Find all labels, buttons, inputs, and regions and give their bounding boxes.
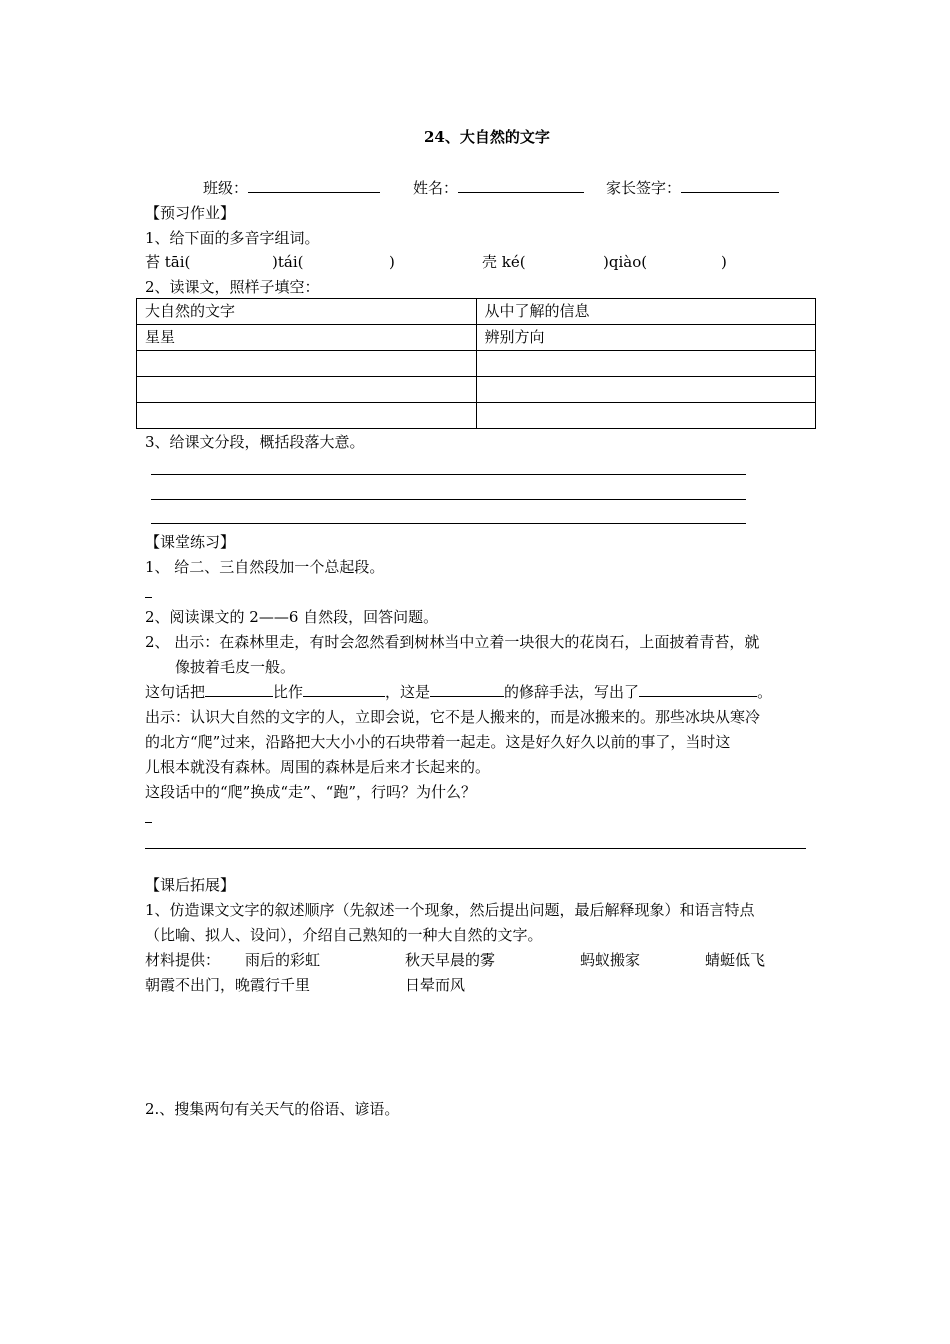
table-cell: 辨别方向 xyxy=(476,325,816,351)
passage-line: 儿根本就没有森林。周围的森林是后来才长起来的。 xyxy=(145,758,491,776)
extension-q2: 2.、搜集两句有关天气的俗语、谚语。 xyxy=(145,1100,400,1118)
answer-cursor[interactable] xyxy=(145,597,152,598)
fill-blank[interactable] xyxy=(430,682,504,697)
material-item: 蚂蚁搬家 xyxy=(580,951,641,969)
class-label: 班级： xyxy=(203,179,249,197)
table-cell: 星星 xyxy=(137,325,477,351)
fill-blank[interactable] xyxy=(205,682,273,697)
classwork-q3-line2: 像披着毛皮一般。 xyxy=(175,658,296,676)
table-row xyxy=(137,351,816,377)
fill-text: 。 xyxy=(757,683,773,701)
table-header-cell: 从中了解的信息 xyxy=(476,299,816,325)
classwork-question: 这段话中的“爬”换成“走”、“跑”，行吗？为什么？ xyxy=(145,783,477,801)
preview-q1: 1、给下面的多音字组词。 xyxy=(145,229,320,247)
parent-signature-field xyxy=(606,178,779,198)
name-blank[interactable] xyxy=(458,178,584,193)
classwork-q2: 2、阅读课文的 2——6 自然段，回答问题。 xyxy=(145,608,439,626)
qiao-close: ) xyxy=(721,253,727,271)
class-blank[interactable] xyxy=(248,178,380,193)
material-item: 秋天早晨的雾 xyxy=(405,951,496,969)
parent-signature-blank[interactable] xyxy=(681,178,779,193)
fill-sentence xyxy=(145,682,772,702)
preview-heading: 【预习作业】 xyxy=(145,204,236,222)
tai-close: ) xyxy=(389,253,395,271)
material-item: 雨后的彩虹 xyxy=(245,951,321,969)
fill-text: 这句话把 xyxy=(145,683,206,701)
classwork-heading: 【课堂练习】 xyxy=(145,533,236,551)
table-cell-blank[interactable] xyxy=(476,377,816,403)
table-cell-blank[interactable] xyxy=(137,351,477,377)
tai1-label: 苔 tāi( xyxy=(145,253,191,271)
qiao-label: )qiào( xyxy=(603,253,648,271)
preview-q2: 2、读课文，照样子填空： xyxy=(145,278,320,296)
classwork-q1: 1、 给二、三自然段加一个总起段。 xyxy=(145,558,385,576)
material-item: 日晕而风 xyxy=(405,976,466,994)
passage-line: 出示：认识大自然的文字的人，立即会说，它不是人搬来的，而是冰搬来的。那些冰块从寒冷 xyxy=(145,708,761,726)
fill-text: ，这是 xyxy=(385,683,431,701)
parent-signature-label: 家长签字： xyxy=(606,179,682,197)
table-header-row xyxy=(137,299,816,325)
answer-cursor[interactable] xyxy=(145,822,152,823)
table-cell-blank[interactable] xyxy=(476,351,816,377)
classwork-q3-line1: 2、 出示：在森林里走，有时会忽然看到树林当中立着一块很大的花岗石，上面披着青苔，就 xyxy=(145,633,760,651)
passage-line: 的北方“爬”过来，沿路把大大小小的石块带着一起走。这是好久好久以前的事了，当时这 xyxy=(145,733,731,751)
extension-heading: 【课后拓展】 xyxy=(145,876,236,894)
table-header-cell: 大自然的文字 xyxy=(137,299,477,325)
tai2-label: )tái( xyxy=(272,253,304,271)
extension-q1-line2: （比喻、拟人、设问），介绍自己熟知的一种大自然的文字。 xyxy=(145,926,543,944)
fill-blank[interactable] xyxy=(303,682,385,697)
fill-text: 比作 xyxy=(273,683,304,701)
material-item: 蜻蜓低飞 xyxy=(705,951,766,969)
table-cell-blank[interactable] xyxy=(137,403,477,429)
preview-q3: 3、给课文分段，概括段落大意。 xyxy=(145,433,365,451)
ke-label: 壳 ké( xyxy=(482,253,526,271)
table-row xyxy=(137,403,816,429)
answer-line[interactable] xyxy=(151,523,746,524)
table-row xyxy=(137,325,816,351)
name-label: 姓名： xyxy=(413,179,459,197)
name-field xyxy=(413,178,584,198)
answer-line[interactable] xyxy=(145,848,806,849)
answer-line[interactable] xyxy=(151,474,746,475)
material-label: 材料提供： xyxy=(145,951,221,969)
fill-text: 的修辞手法，写出了 xyxy=(504,683,640,701)
table-cell-blank[interactable] xyxy=(137,377,477,403)
fill-table xyxy=(136,298,816,429)
page-title: 24、大自然的文字 xyxy=(424,128,550,146)
table-cell-blank[interactable] xyxy=(476,403,816,429)
fill-blank[interactable] xyxy=(639,682,757,697)
material-item: 朝霞不出门，晚霞行千里 xyxy=(145,976,311,994)
class-field xyxy=(203,178,380,198)
table-row xyxy=(137,377,816,403)
answer-line[interactable] xyxy=(151,499,746,500)
extension-q1-line1: 1、仿造课文文字的叙述顺序（先叙述一个现象，然后提出问题，最后解释现象）和语言特点 xyxy=(145,901,755,919)
